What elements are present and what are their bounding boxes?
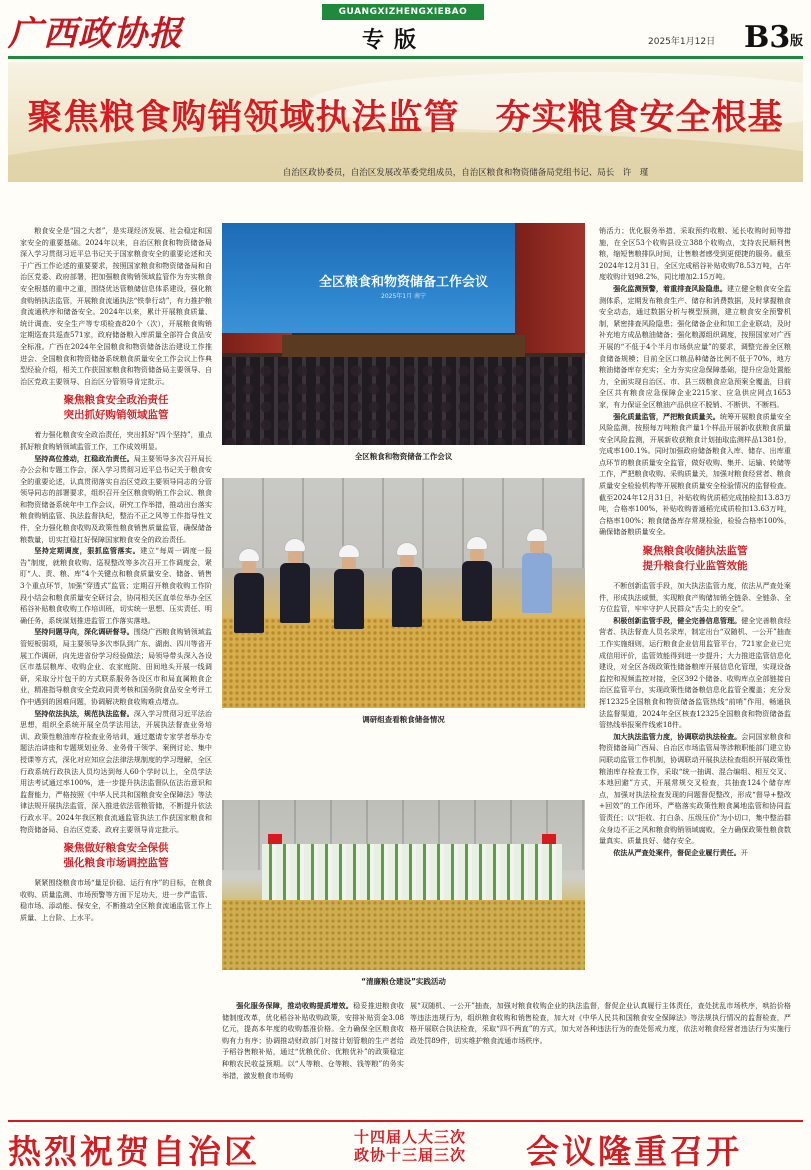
article-paragraph: 粮食安全是“国之大者”，是实现经济发展、社会稳定和国家安全的重要基础。2024年以来，自治区粮食和物资储备局深入学习贯彻习近平总书记关于国家粮食安全的重要论述和关于广西工作论述的重要要求，按照国家粮食和物资储备局和自治区党委、政府部署，把加强粮食购销领域监管作为夯实粮食安全根基的重中之重，围绕优达管粮储信息体系建设，强化粮食购销执法监管，开展粮食流通执法“铁拳行动”，有力推护粮食流通秩序和储备安全。2024年以来，累计开展粮食质量、统计调查、安全生产等专项检查820个（次），开展粮食购销定期巡查共巡查571家，政府储备粮入库质量全部符合食品安全标准。广西在2024年全国粮食和物资储备法治建设工作推进会、全国粮食和物资储备系统粮食质量安全工作会议上作典型经验介绍，相关工作获国家粮食和物资储备局主要领导、自治区党政主要领导、自治区分管领导肯定批示。: [20, 226, 212, 386]
newspaper-pinyin: GUANGXIZHENGXIEBAO: [322, 4, 484, 20]
paragraph-lead: 加大执法监管力度，协调联动执法检查。: [613, 731, 742, 741]
paragraph-lead: 强化服务保障，推动收购提质增效。: [236, 1001, 354, 1010]
article-column-2: [222, 1000, 404, 1081]
edition-label: 专版: [362, 27, 427, 53]
meeting-photo: [222, 223, 585, 445]
article-paragraph: 强化质量监管，严把粮食质量关。统筹开展粮食质量安全风险监测，按照每万吨粮食产量1个样品开展新收获粮食质量安全风险监测，开展新收获粮食计划抽取监测样品1381份，完成率100.1%。同时加强政府储备粮食入库、储存、出库重点环节的粮食质量安全监管，做好收购、集并、运输、转储等工作，严把粮食收购、采购质量关，加强对粮食经营者、粮食质量安全检验机构等开展粮食质量安全检验情况的监督检查。截至2024年12月31日，补贴收购优质稻完成抽检扣13.83万吨，合格率100%，补贴收购普通稻完成质检扣13.63万吨，合格率100%；粮食储备库存常规检验，检验合格率100%，确保储备粮质量安全。: [599, 411, 792, 537]
paragraph-lead: 依法从严查处案件，督促企业履行责任。: [613, 847, 741, 857]
paragraph-lead: 坚持高位推动，扛稳政治责任。: [34, 453, 134, 463]
page-suffix: 版: [790, 34, 804, 49]
banner-text-left: 热烈祝贺自治区: [8, 1132, 260, 1170]
banner-text-middle: 十四届人大三次 政协十三届三次: [354, 1128, 467, 1164]
article-paragraph: 坚持高位推动，扛稳政治责任。局主要领导多次召开局长办公会和专题工作会，深入学习贯彻习近平总书记关于粮食安全的重要论述，认真贯彻落实自治区党政主要领导同志的分管领导同志的部署要求，组织召开全区粮食购销工作会议、粮食和物资储备系统年中工作会议，研究工作举措，推动出台落实粮食购销监管、执法监督执纪，整治不正之风等工作指导性文件，全力强化粮食收购及政策性粮食销售质量监管，确保储备粮数量，切实扛稳扛好保障国家粮食安全的政治责任。: [20, 453, 213, 544]
photo-caption: 全区粮食和物资储备工作会议: [354, 452, 453, 461]
paragraph-lead: 积极创新监管手段，健全完善信息管理。: [613, 615, 742, 625]
banner-text-right: 会议隆重召开: [526, 1132, 742, 1170]
screen-title: 全区粮食和物资储备工作会议: [318, 275, 488, 290]
red-flag: [268, 834, 282, 844]
article-column-4: [410, 1000, 791, 1046]
headline-banner: [8, 62, 803, 182]
red-flag: [542, 834, 556, 844]
paragraph-lead: 强化质量监管，严把粮食质量关。: [613, 411, 720, 421]
section-subhead: 聚焦粮食安全政治责任 突出抓好购销领域监管: [63, 394, 169, 422]
article-paragraph: 强化监测预警，着重排查风险隐患。建立健全粮食安全监测体系，定期发布粮食生产、储存和消费数据，及时掌握粮食安全动态，通过数据分析与模型预测，建立粮食安全预警机制，紧密排查风险隐患；强化储备企业和加工企业联动，及时补充地方成品粮油储备；强化粮源组织调度，按照国家对广西开展的“不低于4个半月市场供应量”的要求，调整完善全区粮食储备规模；目前全区口粮品种储备比例不低于70%，地方粮油储备库存充实；全力夯实应急保障基础，提升应急处置能力，全面实现自治区、市、县三级粮食应急预案全覆盖，目前全区共有粮食应急保障企业2215家、应急供应网点1653家，有力保证全区粮油产品供应不脱销、不断供、不断档。: [599, 283, 791, 409]
article-paragraph: 积极创新监管手段，健全完善信息管理。健全完善粮食经营者、执法督查人员名录库，制定出台“双随机、一公开”抽查工作实施细则，运行粮食企业信用监管平台，721家企业已完成信用评价，监管效能得到进一步提升；大力推进监管信息化建设，对全区各级政策性储备粮库开展信息化管理，实现设备监控和视频监控对接，全区392个储备、收购库点全部链接自治区监管平台，实现政策性储备粮信息化监管全覆盖；充分发挥12325全国粮食和物资储备监管热线“前哨”作用，畅通执法监督渠道，2024年全区核查12325全国粮食和物资储备监管热线举报案件线索18件。: [599, 615, 792, 730]
celebration-banner: [8, 1124, 803, 1168]
paragraph-lead: 坚持定期调度，狠抓监管落实。: [34, 546, 141, 556]
article-paragraph: 销活力；优化服务举措，采取预约收粮、延长收购时间等措施，在全区53个收购县设立388个收购点，支持农民顺利售粮，缩短售粮排队时间，让售粮者感受到更便捷的服务。截至2024年12月31日，全区完成稻谷补贴收购78.53万吨，占年度收购计划98.2%，同比增加2.15万吨。: [599, 226, 791, 282]
page-number: B3: [744, 20, 791, 55]
photo-caption: 调研组查看粮食储备情况: [362, 715, 445, 724]
article-paragraph: 着力强化粮食安全政治责任，突出抓好“四个坚持”，重点抓好粮食购销领域监管工作，工作成效明显。: [20, 430, 212, 451]
article-paragraph: 坚持问题导向，深化调研督导。围绕广西粮食购销领域监管短板弱项，局主要领导多次率队到广东、湖南、四川等省开展工作调研，向先进省份学习经验做法；局领导带头深入各设区市基层粮库、收购企业、农家庭院、田间地头开展一线调研，采取分片包干的方式联系服务各设区市和局直属粮食企业，精准指导粮食安全党政同责考核和国务院食品安全考评工作中遇到的困难问题，协调解决粮食收购难点堵点。: [20, 627, 213, 706]
section-subhead: 聚焦做好粮食安全保供 强化粮食市场调控监管: [63, 842, 169, 870]
audience-heads: [222, 363, 585, 445]
article-paragraph: 紧紧围绕粮食市场“量足价稳、运行有序”的目标，在粮食收购、质量监测、市场预警等方面下足功夫，进一步严监管、稳市场、添动能、保安全，不断推动全区粮食流通监管工作上质量、上台阶、上水平。: [20, 878, 212, 922]
group-activity-photo: [222, 800, 585, 970]
inspection-photo: [222, 478, 585, 708]
screen-subtitle: 2025年1月 南宁: [381, 293, 426, 300]
masthead: [0, 0, 811, 60]
article-paragraph: 坚持依法执法，规范执法监督。深入学习贯彻习近平法治思想，组织全系统开展全员学法用法，开展执法督查业务培训、政策性粮油库存检查业务培训，通过邀请专家学者举办专题法治讲座和专题规划业务、业务骨干领学、案例讨论、集中授课等方式，深化对应知应会法律法规制度的学习理解，全区行政系统行政执法人员均达到每人60个学时以上，全员学法用法考试通过率100%，进一步提升执法监督队伍法治意识和监督能力，严格按照《中华人民共和国粮食安全保障法》等法律法规开展执法监管，深入推进依法管粮管储，不断提升依法行政水平。2024年我区粮食流通监管执法工作获国家粮食和物资储备局、自治区党委、政府主要领导肯定批示。: [20, 708, 213, 834]
author-byline: 自治区政协委员，自治区发展改革委党组成员，自治区粮食和物资储备局党组书记、局长 许 瑾: [282, 168, 649, 178]
stage-dais: [282, 335, 525, 357]
paragraph-lead: 坚持问题导向，深化调研督导。: [34, 627, 134, 637]
page-headline: 聚焦粮食购销领域执法监管 夯实粮食安全根基: [27, 98, 784, 138]
photo-caption: “清廉粮仓建设”实践活动: [361, 977, 446, 986]
article-paragraph: 展“双随机、一公开”抽查，加强对粮食收购企业的执法监督，督促企业认真履行主体责任，查处扰乱市场秩序，哄抬价格等违法违规行为，组织粮食收购和销售检查，加大对《中华人民共和国粮食安全保障法》等法规执行情况的监督检查，严格开展联合执法检查，采取“四不两直”的方式，加大对各种违法行为的查处惩戒力度，依法对粮食经营者违法行为实施行政处罚89件，切实维护粮食流通市场秩序。: [410, 1001, 791, 1045]
article-paragraph: 加大执法监管力度，协调联动执法检查。会同国家粮食和物资储备局广西局、自治区市场监管局等涉粮职能部门建立协同联动监管工作机制，协调联动开展执法检查组织开展政策性粮油库存检查工作，采取“统一抽调、混合编组、相互交叉、本地回避”方式，开展常规交叉检查，共抽查124个储存库点，加强对执法检查发现的问题督促整改，形成“督导+整改+回效”的工作闭环，严格落实政策性粮食属地监管和协同监管责任；以“拒收、打白条、压级压价”为小切口，集中整治群众身边不正之风和粮食购销领域腐败，全力确保政策性粮食数量真实、质量良好、储存安全。: [599, 731, 792, 846]
article-column-1: [20, 225, 212, 923]
group-participants: [262, 844, 562, 900]
paragraph-lead: 强化监测预警，着重排查风险隐患。: [613, 283, 727, 293]
bottom-divider: [8, 1120, 803, 1122]
article-paragraph: 坚持定期调度，狠抓监管落实。建立“每周一调度一报告”制度，就粮食收购、巡视整改等多次召开工作调度会，紧盯“人、责、粮、库”4个关键点和粮食质量安全、储备、销售3个重点环节，加强“穿透式”监管；定期召开粮食收购工作阶段小结会和粮食质量安全研讨会，协同相关区直单位举办全区稻谷补贴粮食收购工作培训班，切实统一思想、压实责任、明确任务，系统谋划推进监管工作落实落地。: [20, 546, 212, 625]
article-column-3: [599, 225, 791, 858]
article-paragraph: 强化服务保障，推动收购提质增效。稳妥推进粮食收储制度改革，优化稻谷补贴收购政策，安排补贴资金3.08亿元，提高本年度的收购基准价格。全力确保全区粮食收购有力有序；协调推动财政部门对接计划管粮的生产者给予稻谷售粮补贴，通过“优粮优价、优粮优补”的政策稳定种粮农民收益预期。以“人等粮、仓等粮、钱等粮”的务实举措，激发粮食市场购: [222, 1001, 405, 1080]
newspaper-logo: 广西政协报: [8, 14, 183, 54]
section-subhead: 聚焦粮食收储执法监管 提升粮食行业监管效能: [642, 545, 748, 573]
grain-pile: [222, 618, 585, 708]
issue-date: 2025年1月12日: [648, 37, 716, 47]
grain-floor: [222, 900, 585, 970]
top-divider: [8, 56, 803, 59]
article-paragraph: 依法从严查处案件，督促企业履行责任。开: [613, 847, 748, 857]
article-paragraph: 不断创新监管手段，加大执法监管力度，依法从严查处案件，形成执法威慑，实现粮食产购储加销全链条、全链条、全方位监管，牢牢守护人民群众“舌尖上的安全”。: [599, 581, 791, 614]
paragraph-lead: 坚持依法执法，规范执法监督。: [34, 708, 134, 718]
